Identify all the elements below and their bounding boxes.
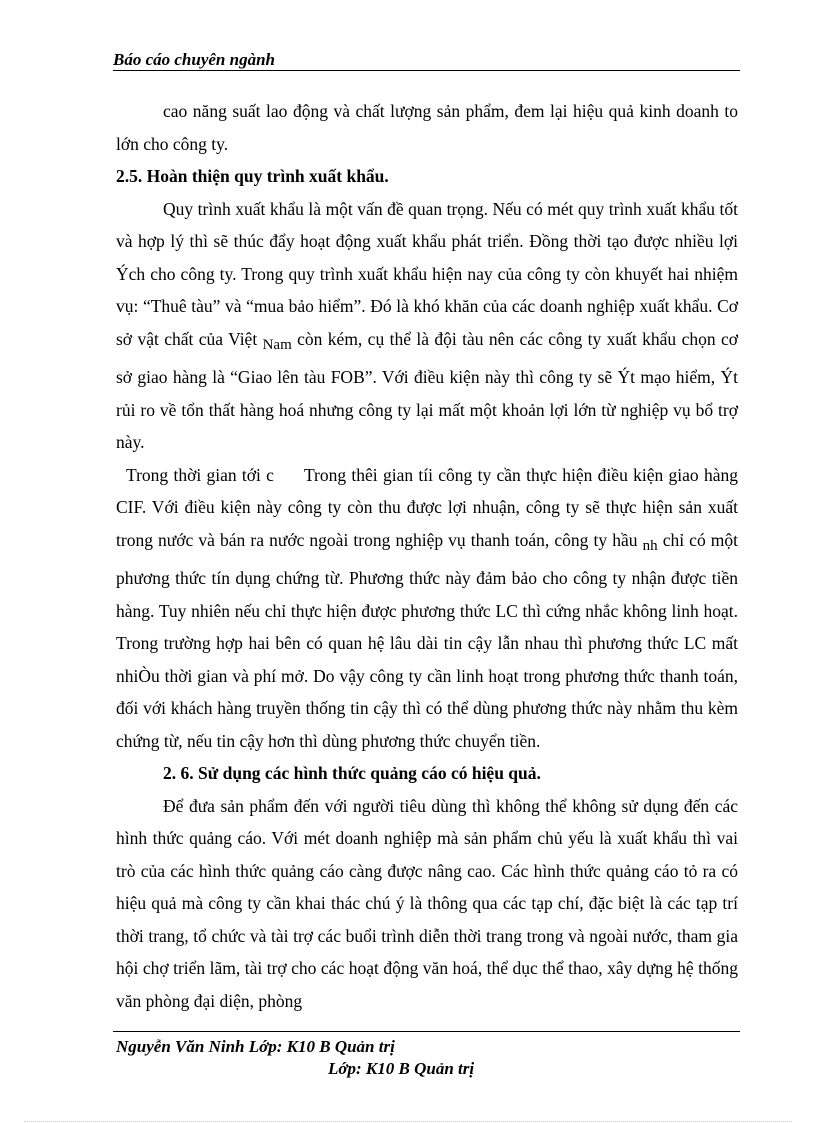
footer-author-class: Nguyễn Văn Ninh Lớp: K10 B Quản trị: [116, 1037, 395, 1056]
footer-class-repeat: Lớp: K10 B Quản trị: [328, 1059, 475, 1078]
paragraph-payment-terms: [116, 459, 738, 758]
paragraph-advertising: Để đưa sản phẩm đến với người tiêu dùng thì không thể không sử dụng đến các hình thức quảng cáo. Với mét doanh nghiệp mà sản phẩm chủ yếu là xuất khẩu thì vai trò của các hình thức quảng cáo càng được nâng cao. Các hình thức quảng cáo tỏ ra có hiệu quả mà công ty cần khai thác chú ý là thông qua các tạp chí, đặc biệt là các tạp trí thời trang, tổ chức và tài trợ các buổi trình diễn thời trang trong và ngoài nước, tham gia hội chợ triển lãm, tài trợ cho các hoạt động văn hoá, thể dục thể thao, xây dựng hệ thống văn phòng đại diện, phòng: [116, 795, 738, 1011]
section-heading-2-6: 2. 6. Sử dụng các hình thức quảng cáo có hiệu quả.: [163, 763, 541, 783]
page-header-title: Báo cáo chuyên ngành: [113, 50, 275, 69]
paragraph-export-process: [116, 193, 738, 459]
paragraph-text: còn kém, cụ thể là đội tàu nên các công ty xuất khẩu chọn cơ sở giao hàng là “Giao lên tàu FOB”. Với điều kiện này thì công ty sẽ Ýt mạo hiểm, Ýt rủi ro về tổn thất hàng hoá nhưng công ty lại mất một khoản lợi lớn từ nghiệp vụ bổ trợ này.: [116, 328, 738, 452]
section-heading-2-5: 2.5. Hoàn thiện quy trình xuất khẩu.: [116, 166, 389, 186]
page-footer: [116, 1036, 738, 1080]
paragraph-text: chỉ có một phương thức tín dụng chứng từ. Phương thức này đảm bảo cho công ty nhận được tiền hàng. Tuy nhiên nếu chỉ thực hiện được phương thức LC thì cứng nhắc không linh hoạt. Trong trường hợp hai bên có quan hệ lâu dài tin cậy lẫn nhau thì phương thức LC mất nhiÒu thời gian và phí mở. Do vậy công ty cần linh hoạt trong phương thức thanh toán, đối với khách hàng truyền thống tin cậy thì có thể dùng phương thức này nhằm thu kèm chứng từ, nếu tin cậy hơn thì dùng phương thức chuyển tiền.: [116, 529, 739, 751]
document-body: [116, 95, 738, 1017]
paragraph-text: Trong thêi gian tíi công ty cần thực hiện điều kiện giao hàng CIF. Với điều kiện này công ty còn thu được lợi nhuận, công ty sẽ thực hiện sản xuất trong nước và bán ra nước ngoài trong nghiệp vụ thanh toán, công ty hầu: [116, 464, 738, 550]
paragraph-continuation: cao năng suất lao động và chất lượng sản phẩm, đem lại hiệu quả kinh doanh to lớn cho công ty.: [116, 101, 738, 154]
header-divider: [113, 70, 740, 71]
paragraph-text: Quy trình xuất khẩu là một vấn đề quan trọng. Nếu có mét quy trình xuất khẩu tốt và hợp lý thì sẽ thúc đẩy hoạt động xuất khẩu phát triển. Đồng thời tạo được nhiều lợi Ých cho công ty. Trong quy trình xuất khẩu hiện nay của công ty còn khuyết hai nhiệm vụ: “Thuê tàu” và “mua bảo hiểm”. Đó là khó khăn của các doanh nghiệp xuất khẩu. Cơ sở vật chất của Việt: [116, 198, 738, 349]
page-bottom-edge: [24, 1121, 792, 1122]
footer-divider: [113, 1031, 740, 1032]
stray-subscript-text: nh: [642, 537, 658, 554]
stray-subscript-text: Nam: [262, 336, 292, 353]
paragraph-fragment: Trong thời gian tới c: [126, 464, 274, 485]
